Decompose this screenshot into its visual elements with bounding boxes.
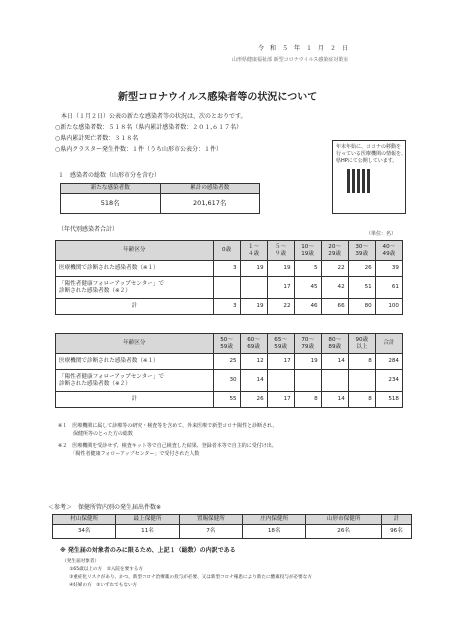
table-cell	[294, 370, 321, 392]
col-header: 50～ 59歳	[213, 334, 240, 354]
hc-value: 7名	[179, 525, 242, 539]
table-cell: 26	[348, 261, 375, 277]
table-cell: 19	[267, 261, 294, 277]
hc-header: 山形市保健所	[306, 515, 382, 525]
table-cell: 12	[240, 354, 267, 370]
table-cell: 284	[375, 354, 402, 370]
table-cell: 14	[321, 392, 348, 408]
table-cell: 22	[267, 299, 294, 315]
hc-header: 庄内保健所	[243, 515, 306, 525]
table-cell: 3	[213, 261, 240, 277]
date: 令 和 ５ 年 １ 月 ２ 日	[258, 45, 349, 52]
unit-label: （単位：名）	[366, 231, 397, 237]
age-table-1	[55, 240, 403, 315]
row-label: 計	[56, 299, 214, 315]
table-cell: 518	[375, 392, 402, 408]
table-cell: 19	[294, 354, 321, 370]
row-label: 計	[56, 392, 214, 408]
bullet-clusters: ○県内クラスター発生件数：１件（うち山形市公表分：１件）	[55, 146, 223, 153]
footnote-1: （発生届対象者）	[60, 559, 100, 564]
table-cell	[321, 370, 348, 392]
col-header: 10～ 19歳	[294, 241, 321, 261]
col-header: 40～ 49歳	[375, 241, 402, 261]
table-cell: 66	[321, 299, 348, 315]
table-cell	[240, 277, 267, 299]
table-cell: 17	[267, 392, 294, 408]
age-table-2	[55, 333, 403, 408]
note-1a: ※１ 医療機関に属して診療等の研究・検査等を含めて、外来医療で新型コロナ陽性と診断され、	[58, 423, 278, 429]
col-header: 90歳 以上	[348, 334, 375, 354]
col-header: 80～ 89歳	[321, 334, 348, 354]
hc-value: 96名	[381, 525, 411, 539]
table-cell: 45	[294, 277, 321, 299]
table-cell: 14	[321, 354, 348, 370]
table-cell: 19	[240, 299, 267, 315]
row-label: 「陽性者健康フォローアップセンター」で 診断された感染者数（※２）	[56, 370, 214, 392]
age-caption: （年代別感染者合計）	[58, 226, 119, 233]
col-header: 60～ 69歳	[240, 334, 267, 354]
hc-header: 計	[381, 515, 411, 525]
table-cell: 3	[213, 299, 240, 315]
hc-header: 村山保健所	[53, 515, 116, 525]
table-cell: 5	[294, 261, 321, 277]
col-header: 20～ 29歳	[321, 241, 348, 261]
row-label: 医療機関で診断された感染者数（※１）	[56, 354, 214, 370]
note-2b: 「陽性者健康フォローアップセンター」で受付された人数	[58, 451, 200, 457]
table-cell: 8	[294, 392, 321, 408]
table-cell: 22	[321, 261, 348, 277]
bullet-deaths: ○県内累計死亡者数：３１８名	[55, 135, 139, 142]
new-cases-value: 518名	[61, 194, 161, 214]
table-cell: 17	[267, 277, 294, 299]
department: 山形県健康福祉部 新型コロナウイルス感染症対策室	[232, 57, 349, 63]
qr-notice-box	[332, 140, 406, 214]
health-center-table	[52, 514, 412, 539]
row-label: 「陽性者健康フォローアップセンター」で 診断された感染者数（※２）	[56, 277, 214, 299]
qr-code-icon[interactable]	[347, 169, 371, 193]
col-header: ５～ ９歳	[267, 241, 294, 261]
col-header: 年齢区分	[56, 241, 214, 261]
table-cell: 30	[213, 370, 240, 392]
hc-header: 置賜保健所	[179, 515, 242, 525]
section1-heading: １ 感染者の総数（山形市分を含む）	[58, 172, 161, 179]
col-header: 0歳	[213, 241, 240, 261]
table-cell: 25	[213, 354, 240, 370]
qr-note-3: 県HPにて公開しています。	[336, 158, 398, 164]
footnote-4: ④妊婦の方 ⑤いずれでもない方	[60, 583, 138, 588]
hc-value: 18名	[243, 525, 306, 539]
footnote-main: ※ 発生届の対象者のみに限るため、上記１（総数）の内訳である	[60, 547, 236, 554]
table-cell	[267, 370, 294, 392]
page-title: 新型コロナウイルス感染者等の状況について	[118, 92, 318, 103]
table-cell	[348, 370, 375, 392]
col-header: １～ ４歳	[240, 241, 267, 261]
table-cell: 19	[240, 261, 267, 277]
qr-note-1: 年末年始に、ココナの移動を	[336, 144, 402, 150]
table-cell: 234	[375, 370, 402, 392]
row-label: 医療機関で診断された感染者数（※１）	[56, 261, 214, 277]
totals-table	[60, 183, 260, 214]
reference-heading: ＜参考＞ 保健所管内別の発生届出件数※	[48, 504, 162, 511]
table-cell: 61	[375, 277, 402, 299]
footnote-3: ③重症化リスクがあり、かつ、新型コロナ治療薬の投与が必要、又は新型コロナ罹患により新たに酸素投与が必要な方	[60, 575, 312, 580]
table-cell: 51	[348, 277, 375, 299]
note-2a: ※２ 医療機関を受診せず、検査キット等で自己検査した結果、登録者本等で自主的に受付け出、	[58, 443, 277, 449]
col-header: 合計	[375, 334, 402, 354]
col-header: 65～ 59歳	[267, 334, 294, 354]
table-cell: 39	[375, 261, 402, 277]
hc-value: 26名	[306, 525, 382, 539]
footnote-2: ①65歳以上の方 ②入院を要する方	[60, 567, 143, 572]
table-cell: 17	[267, 354, 294, 370]
table-cell: 46	[294, 299, 321, 315]
table-cell: 55	[213, 392, 240, 408]
table-cell: 100	[375, 299, 402, 315]
col-header: 30～ 39歳	[348, 241, 375, 261]
hc-value: 11名	[116, 525, 179, 539]
intro-text: 本日（１月２日）公表の新たな感染者等の状況は、次のとおりです。	[55, 113, 247, 120]
table-cell: 8	[348, 354, 375, 370]
table-cell: 80	[348, 299, 375, 315]
hc-header: 最上保健所	[116, 515, 179, 525]
table-cell: 8	[348, 392, 375, 408]
qr-note-2: 行っている医療機関の情報を、	[336, 151, 407, 157]
note-1b: 保健所等のとった方の総数	[58, 431, 133, 437]
new-cases-header: 新たな感染者数	[61, 184, 161, 194]
bullet-new-cases: ○新たな感染者数：５１８名（県内累計感染者数：２０１,６１７名）	[55, 124, 243, 131]
col-header: 70～ 79歳	[294, 334, 321, 354]
col-header: 年齢区分	[56, 334, 214, 354]
table-cell: 26	[240, 392, 267, 408]
table-cell: 42	[321, 277, 348, 299]
cumulative-header: 累計の感染者数	[160, 184, 260, 194]
table-cell	[213, 277, 240, 299]
cumulative-value: 201,617名	[160, 194, 260, 214]
hc-value: 34名	[53, 525, 116, 539]
table-cell: 14	[240, 370, 267, 392]
